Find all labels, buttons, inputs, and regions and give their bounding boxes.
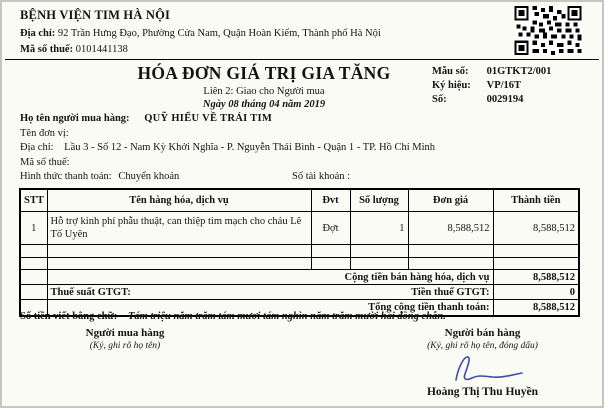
table-row [20, 212, 579, 245]
seller-signature-note: (Ký, ghi rõ họ tên, đóng dấu) [427, 341, 538, 351]
buyer-tax-label: Mã số thuế: [20, 156, 70, 168]
form-value: 01GTKT2/001 [486, 66, 552, 77]
vat-row [20, 285, 579, 300]
header-divider [5, 59, 599, 60]
amount-in-words-label: Số tiền viết bằng chữ: [20, 311, 118, 322]
col-header-quantity: Số lượng [350, 189, 408, 212]
seller-signature-title: Người bán hàng [444, 327, 521, 339]
item-description: Hỗ trợ kinh phí phẫu thuật, can thiệp tim mạch cho cháu Lê Tố Uyên [47, 212, 311, 245]
buyer-address-value: Lầu 3 - Số 12 - Nam Kỳ Khởi Nghĩa - P. Nguyễn Thái Bình - Quận 1 - TP. Hồ Chí Minh [64, 142, 436, 154]
buyer-unit-label: Tên đơn vị: [20, 127, 69, 139]
total-label: Tổng cộng tiền thanh toán: [47, 300, 493, 317]
serial-value: VP/16T [486, 80, 522, 91]
vat-value: 0 [493, 285, 579, 300]
items-table [19, 188, 580, 317]
serial-row [432, 80, 551, 91]
seller-tax-label: Mã số thuế: [20, 44, 74, 55]
col-header-description: Tên hàng hóa, dịch vụ [47, 189, 311, 212]
invoice-title: HÓA ĐƠN GIÁ TRỊ GIA TĂNG [137, 63, 391, 83]
signer-name: Hoàng Thị Thu Huyền [426, 386, 539, 398]
number-row [432, 94, 551, 105]
buyer-signature-block [40, 327, 210, 351]
account-label: Số tài khoản : [292, 171, 351, 183]
seller-address-line [20, 28, 381, 39]
payment-line [20, 171, 595, 186]
vat-rate-label: Thuế suất GTGT: [50, 286, 131, 298]
payment-value: Chuyển khoản [118, 171, 180, 183]
seller-tax-line [20, 44, 381, 55]
amount-in-words-value: Tám triệu năm trăm tám mươi tám nghìn năm trăm mười hai đồng chẵn. [127, 311, 446, 322]
seller-block [20, 8, 381, 60]
payment-label: Hình thức thanh toán: [20, 171, 112, 183]
col-header-amount: Thành tiền [493, 189, 579, 212]
number-label: Số: [432, 94, 447, 105]
seller-address-value: 92 Trần Hưng Đạo, Phường Cửa Nam, Quận Hoàn Kiếm, Thành phố Hà Nội [57, 28, 381, 39]
amount-in-words-line [20, 311, 446, 322]
invoice-copy: Liên 2: Giao cho Người mua [203, 86, 325, 97]
seller-signature-block [390, 327, 575, 351]
title-block [64, 63, 464, 110]
number-value: 0029194 [486, 94, 524, 105]
qr-code-icon [514, 6, 582, 55]
buyer-tax-line [20, 157, 595, 172]
total-value: 8,588,512 [493, 300, 579, 317]
empty-row [20, 245, 579, 258]
seller-name: BỆNH VIỆN TIM HÀ NỘI [20, 8, 171, 22]
item-quantity: 1 [350, 212, 408, 245]
buyer-name-label: Họ tên người mua hàng: [20, 113, 130, 124]
buyer-address-line [20, 142, 595, 157]
buyer-name-line [20, 113, 595, 128]
buyer-signature-title: Người mua hàng [85, 327, 165, 339]
table-header-row [20, 189, 579, 212]
empty-row [20, 258, 579, 270]
buyer-name-value: QUỸ HIỂU VỀ TRÁI TIM [144, 113, 273, 124]
invoice-date: Ngày 08 tháng 04 năm 2019 [202, 99, 326, 110]
invoice-meta [432, 66, 551, 108]
col-header-unit: Đvt [311, 189, 350, 212]
item-unit: Đợt [311, 212, 350, 245]
seller-tax-value: 0101441138 [75, 44, 128, 55]
col-header-unit-price: Đơn giá [408, 189, 493, 212]
item-amount: 8,588,512 [493, 212, 579, 245]
subtotal-row [20, 270, 579, 285]
item-unit-price: 8,588,512 [408, 212, 493, 245]
form-number-row [432, 66, 551, 77]
buyer-block [20, 113, 595, 186]
buyer-address-label: Địa chỉ: [20, 142, 54, 154]
col-header-stt: STT [20, 189, 47, 212]
item-stt: 1 [20, 212, 47, 245]
form-label: Mẫu số: [432, 66, 469, 77]
buyer-signature-note: (Ký, ghi rõ họ tên) [89, 341, 161, 351]
vat-amount-label: Tiền thuế GTGT: [411, 286, 490, 298]
seller-address-label: Địa chỉ: [20, 28, 56, 39]
subtotal-label: Cộng tiền bán hàng hóa, dịch vụ [47, 270, 493, 285]
signature-icon [434, 352, 534, 386]
subtotal-value: 8,588,512 [493, 270, 579, 285]
serial-label: Ký hiệu: [432, 80, 471, 91]
buyer-unit-line [20, 128, 595, 143]
